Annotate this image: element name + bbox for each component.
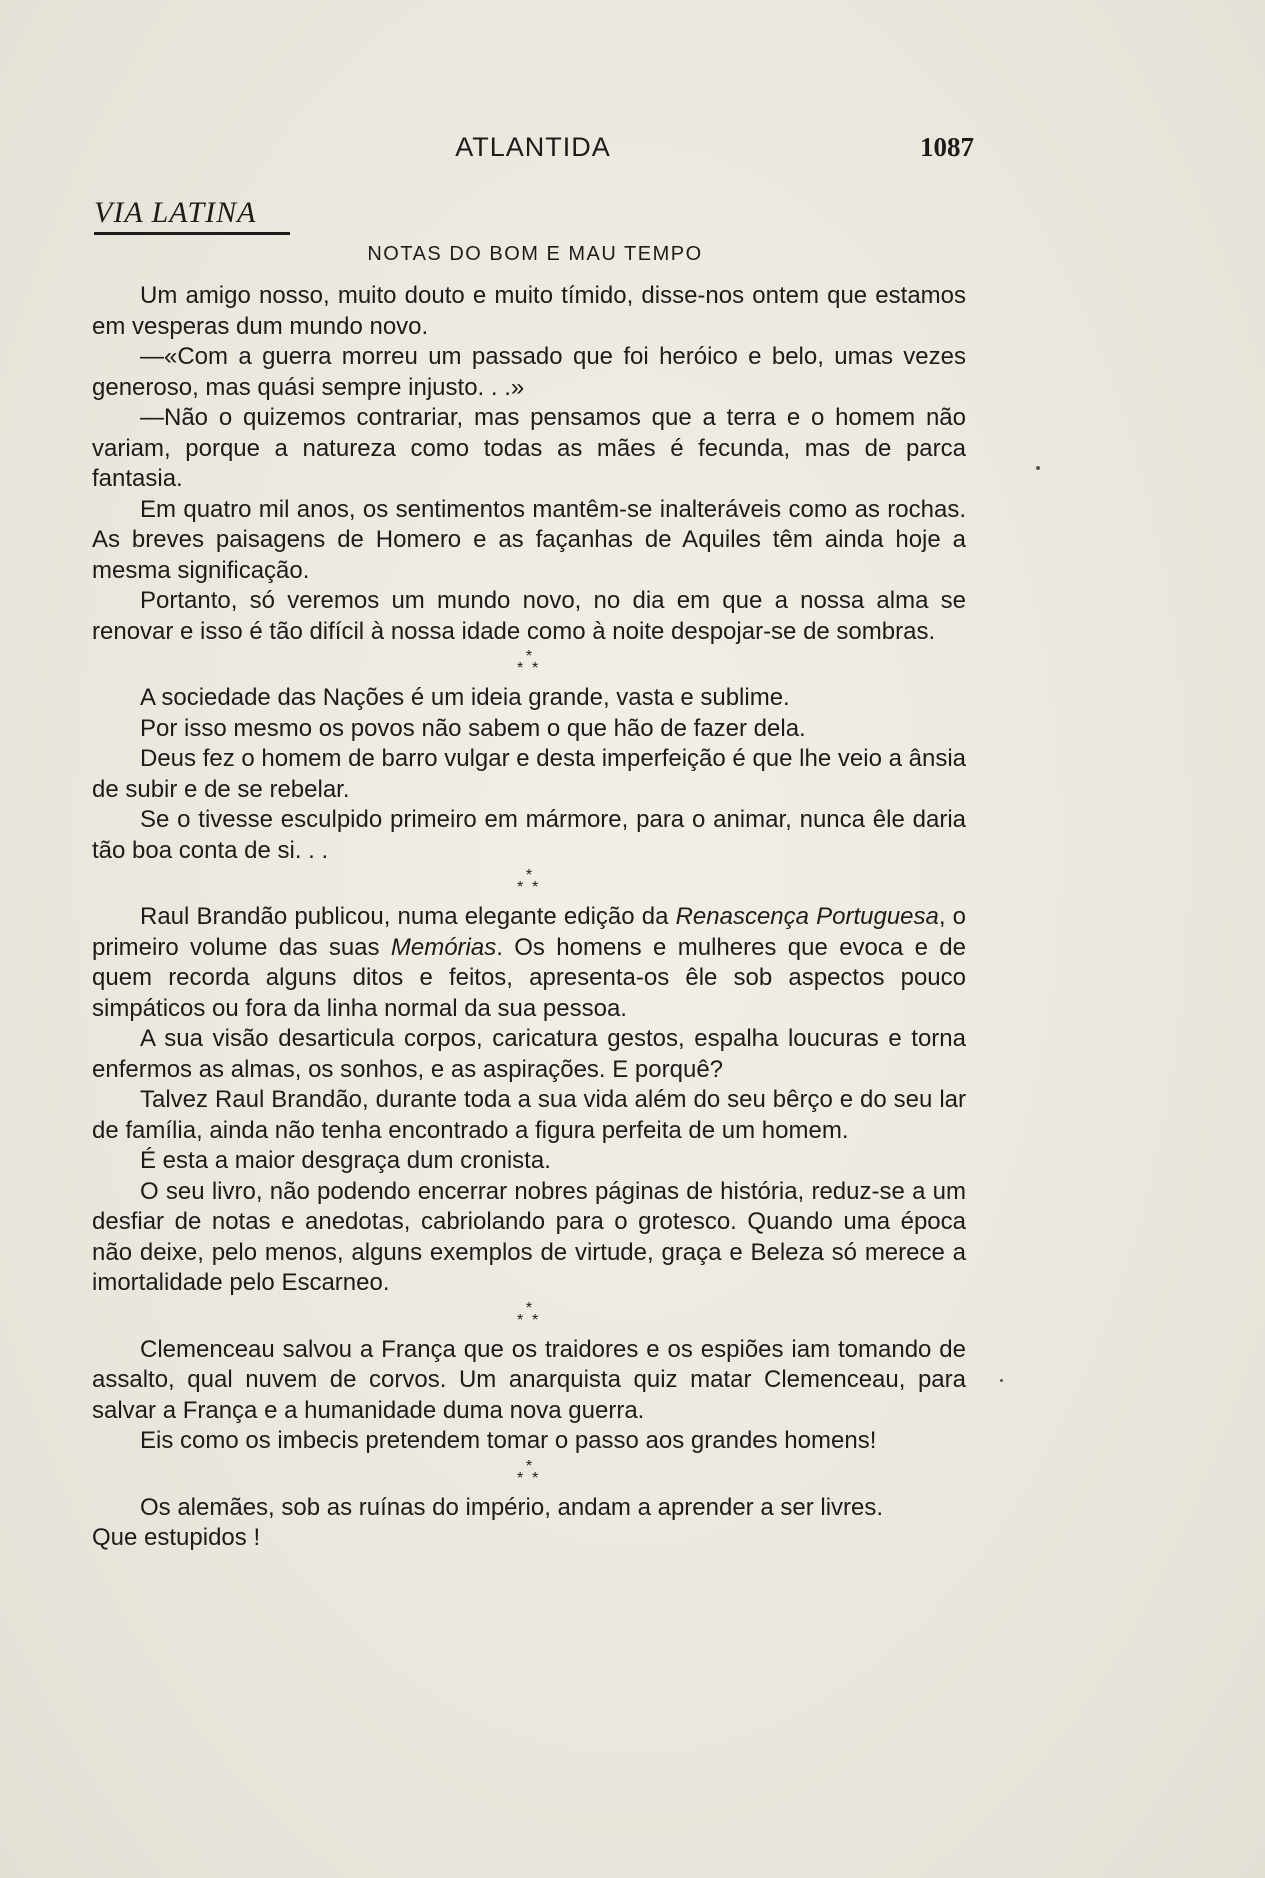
asterism-star: *: [525, 648, 533, 665]
asterism-star: *: [517, 1469, 524, 1487]
asterism-divider: [92, 1457, 966, 1493]
page-number: 1087: [920, 132, 974, 162]
asterism-divider: [92, 1299, 966, 1335]
asterism-divider: [92, 866, 966, 902]
asterism-divider: [92, 647, 966, 683]
section-title: VIA LATINA: [94, 196, 257, 229]
paragraph: O seu livro, não podendo encerrar nobres páginas de história, reduz-se a um desfiar de notas e anedotas, cabriolando para o grotesco. Quando uma época não deixe, pelo menos, alguns exemplos de virtude, graça e Beleza só merece a imortalidade pelo Escarneo.: [92, 1177, 966, 1296]
running-head: [92, 132, 974, 166]
paragraph: Que estupidos !: [92, 1524, 261, 1551]
paragraph: Se o tivesse esculpido primeiro em mármore, para o animar, nunca êle daria tão boa conta de si. . .: [92, 806, 966, 864]
paragraph: Eis como os imbecis pretendem tomar o passo aos grandes homens!: [140, 1427, 877, 1454]
asterism-star: *: [532, 660, 539, 677]
article-body: [92, 281, 966, 1554]
paragraph: Os alemães, sob as ruínas do império, andam a aprender a ser livres.: [140, 1493, 884, 1521]
asterism-star: *: [517, 879, 524, 896]
book-title-italic: Memórias: [390, 933, 497, 961]
paragraph-text: Raul Brandão publicou, numa elegante edição da: [140, 903, 676, 930]
asterism-star: *: [517, 1311, 524, 1329]
asterism-star: *: [525, 1299, 533, 1317]
section-subtitle: NOTAS DO BOM E MAU TEMPO: [367, 243, 703, 265]
paragraph: A sociedade das Nações é um ideia grande, vasta e sublime.: [140, 684, 790, 711]
paragraph: Em quatro mil anos, os sentimentos mantêm-se inalteráveis como as rochas. As breves paisagens de Homero e as façanhas de Aquiles têm ainda hoje a mesma significação.: [92, 495, 966, 584]
paragraph: É esta a maior desgraça dum cronista.: [140, 1147, 551, 1174]
print-speck: [1036, 466, 1040, 470]
asterism-star: *: [532, 879, 539, 896]
paragraph: —Não o quizemos contrariar, mas pensamos que a terra e o homem não variam, porque a natureza como todas as mães é fecunda, mas de parca fantasia.: [92, 404, 966, 492]
paragraph: Um amigo nosso, muito douto e muito tímido, disse-nos ontem que estamos em vesperas dum mundo novo.: [92, 282, 966, 340]
paragraph: Talvez Raul Brandão, durante toda a sua vida além do seu bêrço e do seu lar de família, ainda não tenha encontrado a figura perfeita de um homem.: [92, 1086, 966, 1144]
section-title-underline: [94, 232, 290, 235]
paragraph-text: , o primeiro volume das suas: [92, 903, 966, 961]
running-title: ATLANTIDA: [455, 132, 611, 162]
paragraph-text: . Os homens e mulheres que evoca e de quem recorda alguns ditos e feitos, apresenta-os êle sob aspectos pouco simpáticos ou fora da linha normal da sua pessoa.: [92, 933, 966, 1022]
asterism-star: *: [525, 1457, 533, 1475]
book-title-italic: Renascença Portuguesa: [675, 903, 939, 930]
paragraph: A sua visão desarticula corpos, caricatura gestos, espalha loucuras e torna enfermos as almas, os sonhos, e as aspirações. E porquê?: [92, 1025, 966, 1083]
asterism-star: *: [525, 867, 533, 884]
paragraph: [92, 902, 966, 1024]
paragraph: —«Com a guerra morreu um passado que foi heróico e belo, umas vezes generoso, mas quási sempre injusto. . .»: [92, 343, 966, 401]
print-speck: [1000, 1379, 1003, 1382]
asterism-star: *: [517, 660, 524, 677]
paragraph: Por isso mesmo os povos não sabem o que hão de fazer dela.: [140, 714, 806, 742]
paragraph: Deus fez o homem de barro vulgar e desta imperfeição é que lhe veio a ânsia de subir e de se rebelar.: [92, 745, 966, 803]
asterism-star: *: [532, 1311, 539, 1329]
paragraph: Portanto, só veremos um mundo novo, no dia em que a nossa alma se renovar e isso é tão difícil à nossa idade como à noite despojar-se de sombras.: [92, 587, 966, 645]
paragraph: Clemenceau salvou a França que os traidores e os espiões iam tomando de assalto, qual nuvem de corvos. Um anarquista quiz matar Clemenceau, para salvar a França e a humanidade duma nova guerra.: [92, 1335, 966, 1424]
asterism-star: *: [532, 1469, 539, 1487]
